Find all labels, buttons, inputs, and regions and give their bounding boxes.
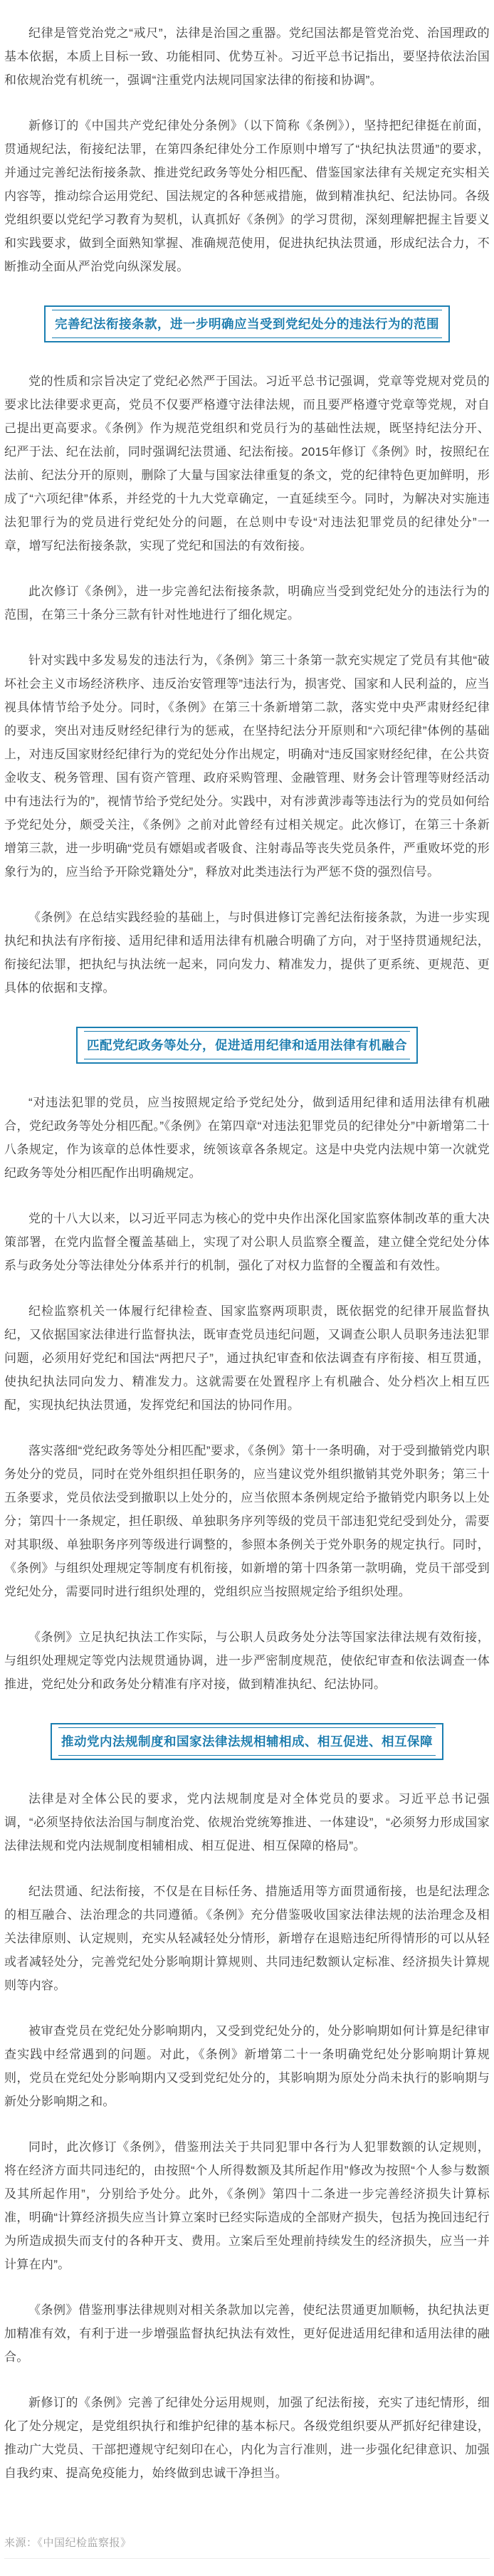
- source-row: [4, 2535, 490, 2559]
- paragraph: 纪法贯通、纪法衔接，不仅是在目标任务、措施适用等方面贯通衔接，也是纪法理念的相互融合、法治理念的共同遵循。《条例》充分借鉴吸收国家法律法规的法治理念及相关法律原则、认定规则，充实从轻减轻处分情形，新增存在退赔违纪所得情形的可以从轻或者减轻处分，完善党纪处分影响期计算规则、共同违纪数额认定标准、经济损失计算规则等内容。: [4, 1885, 490, 1992]
- paragraph: 被审查党员在党纪处分影响期内，又受到党纪处分的，处分影响期如何计算是纪律审查实践中经常遇到的问题。对此，《条例》新增第二十一条明确党纪处分影响期计算规则，党员在党纪处分影响期内又受到党纪处分的，其影响期为原处分尚未执行的影响期与新处分影响期之和。: [4, 2024, 490, 2108]
- paragraph: 《条例》在总结实践经验的基础上，与时俱进修订完善纪法衔接条款，为进一步实现执纪和执法有序衔接、适用纪律和适用法律有机融合明确了方向，对于坚持贯通规纪法，衔接纪法罪，把执纪与执法统一起来，同向发力、精准发力，提供了更系统、更规范、更具体的依据和支撑。: [4, 911, 490, 995]
- paragraph: 同时，此次修订《条例》，借鉴刑法关于共同犯罪中各行为人犯罪数额的认定规则，将在经济方面共同违纪的，由按照“个人所得数额及其所起作用”修改为按照“个人参与数额及其所起作用”，分别给予处分。此外，《条例》第四十二条进一步完善经济损失计算标准，明确“计算经济损失应当计算立案时已经实际造成的全部财产损失，包括为挽回违纪行为所造成损失而支付的各种开支、费用。立案后至处理前持续发生的经济损失，应当一并计算在内”。: [4, 2140, 490, 2271]
- paragraph: 新修订的《条例》完善了纪律处分运用规则，加强了纪法衔接，充实了违纪情形，细化了处分规定，是党组织执行和维护纪律的基本标尺。各级党组织要从严抓好纪律建设，推动广大党员、干部把遵规守纪刻印在心，内化为言行准则，进一步强化纪律意识、加强自我约束、提高免疫能力，始终做到忠诚干净担当。: [4, 2396, 490, 2480]
- paragraph: 《条例》借鉴刑事法律规则对相关条款加以完善，使纪法贯通更加顺畅，执纪执法更加精准有效，有利于进一步增强监督执纪执法有效性，更好促进适用纪律和适用法律的融合。: [4, 2303, 490, 2364]
- section-header: [44, 305, 450, 342]
- paragraph: 新修订的《中国共产党纪律处分条例》（以下简称《条例》），坚持把纪律挺在前面，贯通规纪法，衔接纪法罪，在第四条纪律处分工作原则中增写了“执纪执法贯通”的要求，并通过完善纪法衔接条款、推进党纪政务等处分相匹配、借鉴国家法律有关规定充实相关内容等，推动综合运用党纪、国法规定的各种惩戒措施，做到精准执纪、纪法协同。各级党组织要以党纪学习教育为契机，认真抓好《条例》的学习贯彻，深刻理解把握主旨要义和实践要求，做到全面熟知掌握、准确规范使用，促进执纪执法贯通，形成纪法合力，不断推动全面从严治党向纵深发展。: [4, 119, 490, 273]
- paragraph: 落实落细“党纪政务等处分相匹配”要求，《条例》第十一条明确，对于受到撤销党内职务处分的党员，同时在党外组织担任职务的，应当建议党外组织撤销其党外职务；第三十五条要求，党员依法受到撤职以上处分的，应当依照本条例规定给予撤销党内职务以上处分；第四十一条规定，担任职级、单独职务序列等级的党员干部违犯党纪受到处分，需要对其职级、单独职务序列等级进行调整的，参照本条例关于党外职务的规定执行。同时，《条例》与组织处理规定等制度有机衔接，如新增的第十四条第一款明确，党员干部受到党纪处分，需要同时进行组织处理的，党组织应当按照规定给予组织处理。: [4, 1444, 490, 1598]
- paragraph: 党的十八大以来，以习近平同志为核心的党中央作出深化国家监察体制改革的重大决策部署，在党内监督全覆盖基础上，实现了对公职人员监察全覆盖，建立健全党纪处分体系与政务处分等法律处分体系并行的机制，强化了对权力监督的全覆盖和有效性。: [4, 1212, 490, 1272]
- section-header-title: 匹配党纪政务等处分，促进适用纪律和适用法律有机融合: [84, 1031, 410, 1059]
- paragraph: 纪律是管党治党之“戒尺”，法律是治国之重器。党纪国法都是管党治党、治国理政的基本依据，本质上目标一致、功能相同、优势互补。习近平总书记指出，要坚持依法治国和依规治党有机统一，强调“注重党内法规同国家法律的衔接和协调”。: [4, 26, 490, 87]
- paragraph: 法律是对全体公民的要求，党内法规制度是对全体党员的要求。习近平总书记强调，“必须坚持依法治国与制度治党、依规治党统筹推进、一体建设”，“必须努力形成国家法律法规和党内法规制度相辅相成、相互促进、相互保障的格局”。: [4, 1792, 490, 1853]
- source-label: 来源：《中国纪检监察报》: [4, 2537, 132, 2549]
- paragraph: 党的性质和宗旨决定了党纪必然严于国法。习近平总书记强调，党章等党规对党员的要求比法律要求更高，党员不仅要严格遵守法律法规，而且要严格遵守党章等党规，对自己提出更高要求。《条例》作为规范党组织和党员行为的基础性法规，既坚持纪法分开、纪严于法、纪在法前，同时强调纪法贯通、纪法衔接。2015年修订《条例》时，按照纪在法前、纪法分开的原则，删除了大量与国家法律重复的条文，党的纪律特色更加鲜明，形成了“六项纪律”体系，并经党的十九大党章确定，一直延续至今。同时，为解决对实施违法犯罪行为的党员进行党纪处分的问题，在总则中专设“对违法犯罪党员的纪律处分”一章，增写纪法衔接条款，实现了党纪和国法的有效衔接。: [4, 375, 490, 553]
- paragraph: 《条例》立足执纪执法工作实际，与公职人员政务处分法等国家法律法规有效衔接，与组织处理规定等党内法规贯通协调，进一步严密制度规范，使依纪审查和依法调查一体推进，党纪处分和政务处分精准有序对接，做到精准执纪、纪法协同。: [4, 1630, 490, 1691]
- section-header: [51, 1723, 443, 1760]
- section-header: [76, 1027, 418, 1064]
- paragraph: 针对实践中多发易发的违法行为，《条例》第三十条第一款充实规定了党员有其他“破坏社会主义市场经济秩序、违反治安管理等”违法行为，损害党、国家和人民利益的，应当视具体情节给予处分。同时，《条例》在第三十条新增第二款，落实党中央严肃财经纪律的要求，突出对违反财经纪律行为的惩戒，在坚持纪法分开原则和“六项纪律”体例的基础上，对违反国家财经纪律行为的党纪处分作出规定，明确对“违反国家财经纪律，在公共资金收支、税务管理、国有资产管理、政府采购管理、金融管理、财务会计管理等财经活动中有违法行为的”，视情节给予党纪处分。实践中，对有涉黄涉毒等违法行为的党员如何给予党纪处分，颇受关注，《条例》之前对此曾经有过相关规定。此次修订，在第三十条新增第三款，进一步明确“党员有嫖娼或者吸食、注射毒品等丧失党员条件，严重败坏党的形象行为的，应当给予开除党籍处分”，释放对此类违法行为严惩不贷的强烈信号。: [4, 654, 490, 879]
- paragraph: “对违法犯罪的党员，应当按照规定给予党纪处分，做到适用纪律和适用法律有机融合，党纪政务等处分相匹配。”《条例》在第四章“对违法犯罪党员的纪律处分”中新增第二十八条规定，作为该章的总体性要求，统领该章各条规定。这是中央党内法规中第一次就党纪政务等处分相匹配作出明确规定。: [4, 1096, 490, 1180]
- section-header-title: 完善纪法衔接条款，进一步明确应当受到党纪处分的违法行为的范围: [52, 310, 442, 338]
- article-body: [4, 21, 490, 2485]
- section-header-title: 推动党内法规制度和国家法律法规相辅相成、相互促进、相互保障: [58, 1727, 436, 1756]
- paragraph: 纪检监察机关一体履行纪律检查、国家监察两项职责，既依据党的纪律开展监督执纪，又依据国家法律进行监督执法，既审查党员违纪问题，又调查公职人员职务违法犯罪问题，必须用好党纪和国法“两把尺子”，通过执纪审查和依法调查有序衔接、相互贯通，使执纪执法同向发力、精准发力。这就需要在处置程序上有机融合、处分档次上相互匹配，实现执纪执法贯通，发挥党纪和国法的协同作用。: [4, 1304, 490, 1412]
- paragraph: 此次修订《条例》，进一步完善纪法衔接条款，明确应当受到党纪处分的违法行为的范围，在第三十条分三款有针对性地进行了细化规定。: [4, 585, 490, 622]
